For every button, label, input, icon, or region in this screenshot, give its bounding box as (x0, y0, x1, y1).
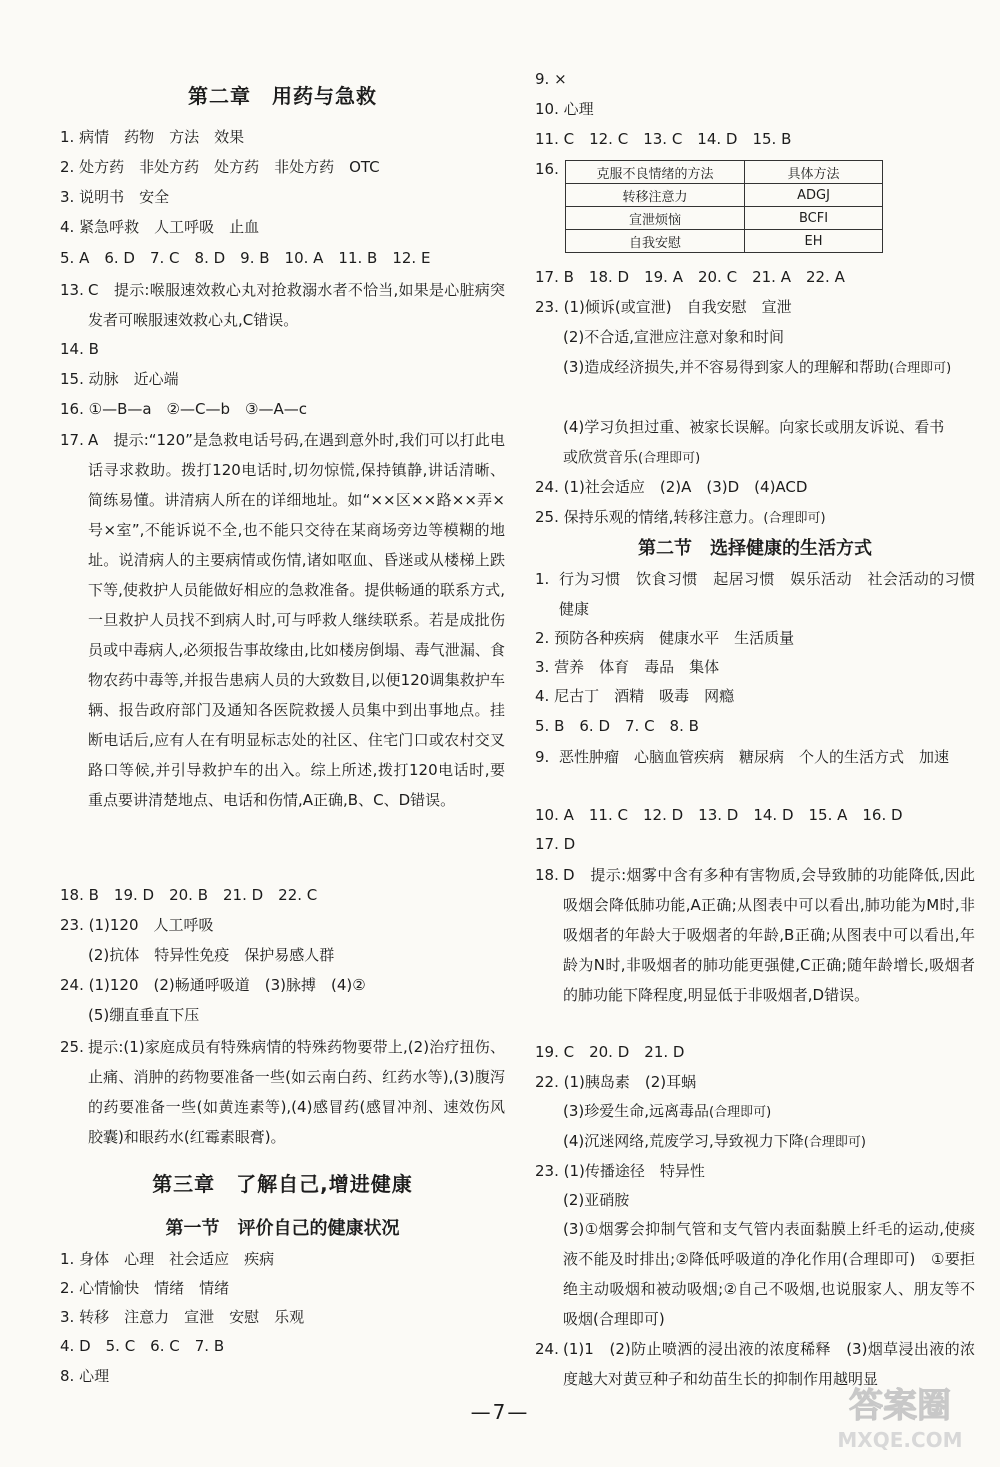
note-text: (合理即可) (763, 511, 826, 526)
question-number: 18. (535, 866, 559, 884)
table-cell: 自我安慰 (566, 230, 745, 253)
answer-text: (3)珍爱生命,远离毒品 (563, 1102, 710, 1120)
answer-line (535, 442, 975, 474)
answer-line (535, 352, 975, 384)
watermark-text-cn: 答案圈 (849, 1386, 951, 1426)
answer-text: 恶性肿瘤 心脑血管疾病 糖尿病 个人的生活方式 加速 (559, 748, 950, 766)
note-text: (合理即可) (638, 451, 701, 466)
answer-line: 8. 心理 (60, 1367, 110, 1385)
answer-line: 10. 心理 (535, 100, 594, 118)
answer-text: (4)沉迷网络,荒废学习,导致视力下降 (563, 1132, 804, 1150)
answer-line: 5. B 6. D 7. C 8. B (535, 717, 699, 735)
answer-text: (3)①烟雾会抑制气管和支气管内表面黏膜上纤毛的运动,使痰液不能及时排出;②降低呼吸道的净化作用(合理即可) ①要拒绝主动吸烟和被动吸烟;②自己不吸烟,也说服家人、朋友等不吸烟(合理即可) (563, 1220, 975, 1328)
table-cell: 转移注意力 (566, 184, 745, 207)
answer-line: 2. 预防各种疾病 健康水平 生活质量 (535, 629, 795, 647)
answer-block (60, 425, 505, 815)
answer-line: 23. (1)倾诉(或宣泄) 自我安慰 宣泄 (535, 298, 792, 316)
answer-text: 行为习惯 饮食习惯 起居习惯 娱乐活动 社会活动的习惯 健康 (559, 570, 991, 618)
answer-line: 4. 尼古丁 酒精 吸毒 网瘾 (535, 687, 735, 705)
answer-line: 1. 身体 心理 社会适应 疾病 (60, 1250, 275, 1268)
answer-block (535, 860, 975, 1010)
question-number: 17. (60, 431, 84, 449)
table-header-cell: 克服不良情绪的方法 (566, 161, 745, 184)
answer-text: C 提示:喉服速效救心丸对抢救溺水者不恰当,如果是心脏病突发者可喉服速效救心丸,C错误。 (88, 281, 505, 329)
answer-line: 11. C 12. C 13. C 14. D 15. B (535, 130, 792, 148)
answer-text: (3)造成经济损失,并不容易得到家人的理解和帮助 (563, 358, 890, 376)
answer-line: (2)抗体 特异性免疫 保护易感人群 (88, 946, 335, 964)
answer-line: (5)绷直垂直下压 (88, 1006, 200, 1024)
answer-line: 2. 处方药 非处方药 处方药 非处方药 OTC (60, 158, 380, 176)
chapter-2-title: 第二章 用药与急救 (188, 84, 377, 108)
answer-line: 17. B 18. D 19. A 20. C 21. A 22. A (535, 268, 845, 286)
note-text: (合理即可) (709, 1105, 772, 1120)
question-number: 24. (535, 1340, 559, 1358)
question-number: 9. (535, 748, 550, 766)
note-text: (合理即可) (803, 1135, 866, 1150)
answer-text: 提示:(1)家庭成员有特殊病情的特殊药物要带上,(2)治疗扭伤、止痛、消肿的药物要准备一些(如云南白药、红药水等),(3)腹泻的药要准备一些(如黄连素等),(4)感冒药(感冒冲剂、速效伤风胶囊)和眼药水(红霉素眼膏)。 (88, 1038, 505, 1146)
answer-line (535, 1096, 975, 1128)
answer-line: 14. B (60, 340, 99, 358)
answer-line: 2. 心情愉快 情绪 情绪 (60, 1279, 230, 1297)
question-number: 25. (60, 1038, 84, 1056)
answer-line (535, 382, 975, 414)
watermark-logo (820, 1375, 980, 1455)
table-cell: BCFI (745, 207, 883, 230)
answer-line: 1. 病情 药物 方法 效果 (60, 128, 245, 146)
answer-line: 19. C 20. D 21. D (535, 1043, 685, 1061)
answer-line: 3. 营养 体育 毒品 集体 (535, 658, 720, 676)
answer-line: 17. D (535, 835, 576, 853)
table-row (566, 184, 883, 207)
answer-text: D 提示:烟雾中含有多种有害物质,会导致肺的功能降低,因此吸烟会降低肺功能,A正确;从图表中可以看出,肺功能为M时,非吸烟者的年龄大于吸烟者的年龄,B正确;从图表中可以看出,年龄为N时,非吸烟者的肺功能更强健,C正确;随年龄增长,吸烟者的肺功能下降程度,明显低于非吸烟者,D错误。 (563, 866, 975, 1004)
answer-line: 15. 动脉 近心端 (60, 370, 179, 388)
question-number: 1. (535, 570, 550, 588)
answer-block (60, 1032, 505, 1152)
answer-line (535, 502, 975, 534)
table-row (566, 230, 883, 253)
answer-line: 16. ①—B—a ②—C—b ③—A—c (60, 400, 307, 418)
answer-line: 5. A 6. D 7. C 8. D 9. B 10. A 11. B 12. E (60, 249, 431, 267)
answer-text: (1)1 (2)防止喷洒的浸出液的浓度稀释 (3)烟草浸出液的浓度越大对黄豆种子和幼苗生长的抑制作用越明显 (563, 1340, 975, 1388)
answer-line: 23. (1)传播途径 特异性 (535, 1162, 705, 1180)
page-number: —7— (470, 1400, 530, 1424)
answer-line: 3. 说明书 安全 (60, 188, 170, 206)
answer-line: 3. 转移 注意力 宣泄 安慰 乐观 (60, 1308, 305, 1326)
table-cell: ADGJ (745, 184, 883, 207)
answer-line: (2)不合适,宣泄应注意对象和时间 (563, 328, 785, 346)
table-cell: EH (745, 230, 883, 253)
answer-line: 4. D 5. C 6. C 7. B (60, 1337, 225, 1355)
section-1-title: 第一节 评价自己的健康状况 (165, 1218, 400, 1239)
question-number: 16. (535, 160, 559, 178)
answer-text: 25. 保持乐观的情绪,转移注意力。 (535, 508, 764, 526)
answer-line: (2)亚硝胺 (563, 1191, 630, 1209)
table-header-cell: 具体方法 (745, 161, 883, 184)
answer-block (535, 742, 975, 772)
answer-line: 4. 紧急呼救 人工呼吸 止血 (60, 218, 260, 236)
answer-line: 24. (1)社会适应 (2)A (3)D (4)ACD (535, 478, 808, 496)
answer-block (60, 275, 505, 335)
answer-block (563, 1214, 975, 1334)
table-header-row (566, 161, 883, 184)
answer-block (535, 564, 991, 624)
chapter-3-title: 第三章 了解自己,增进健康 (152, 1172, 413, 1196)
answer-line: (4)学习负担过重、被家长误解。向家长或朋友诉说、看书 (563, 418, 945, 436)
question-number: 13. (60, 281, 84, 299)
answer-line: 23. (1)120 人工呼吸 (60, 916, 214, 934)
table-cell: 宣泄烦恼 (566, 207, 745, 230)
emotion-methods-table (565, 160, 883, 253)
answer-line: 9. × (535, 70, 567, 88)
answer-line: 24. (1)120 (2)畅通呼吸道 (3)脉搏 (4)② (60, 976, 366, 994)
note-text: (合理即可) (889, 361, 952, 376)
watermark-icon (820, 1375, 980, 1455)
section-2-title: 第二节 选择健康的生活方式 (638, 538, 872, 559)
answer-text: 或欣赏音乐 (563, 448, 639, 466)
answer-line: 18. B 19. D 20. B 21. D 22. C (60, 886, 318, 904)
watermark-text-en: MXQE.COM (837, 1428, 963, 1452)
answer-line: 22. (1)胰岛素 (2)耳蜗 (535, 1073, 697, 1091)
table-row (566, 207, 883, 230)
answer-line (535, 1126, 975, 1158)
answer-text: A 提示:“120”是急救电话号码,在遇到意外时,我们可以打此电话寻求救助。拨打120电话时,切勿惊慌,保持镇静,讲话清晰、简练易懂。讲清病人所在的详细地址。如“××区××路××弄×号×室”,不能诉说不全,也不能只交待在某商场旁边等模糊的地址。说清病人的主要病情或伤情,诸如呕血、昏迷或从楼梯上跌下等,使救护人员能做好相应的急救准备。提供畅通的联系方式,一旦救护人员找不到病人时,可与呼救人继续联系。若是成批伤员或中毒病人,必须报告事故缘由,比如楼房倒塌、毒气泄漏、食物农药中毒等,并报告患病人员的大致数目,以便120调集救护车辆、报告政府部门及通知各医院救援人员集中到出事地点。挂断电话后,应有人在有明显标志处的社区、住宅门口或农村交叉路口等候,并引导救护车的出入。综上所述,拨打120电话时,要重点要讲清楚地点、电话和伤情,A正确,B、C、D错误。 (88, 431, 505, 809)
answer-line: 10. A 11. C 12. D 13. D 14. D 15. A 16. D (535, 806, 903, 824)
